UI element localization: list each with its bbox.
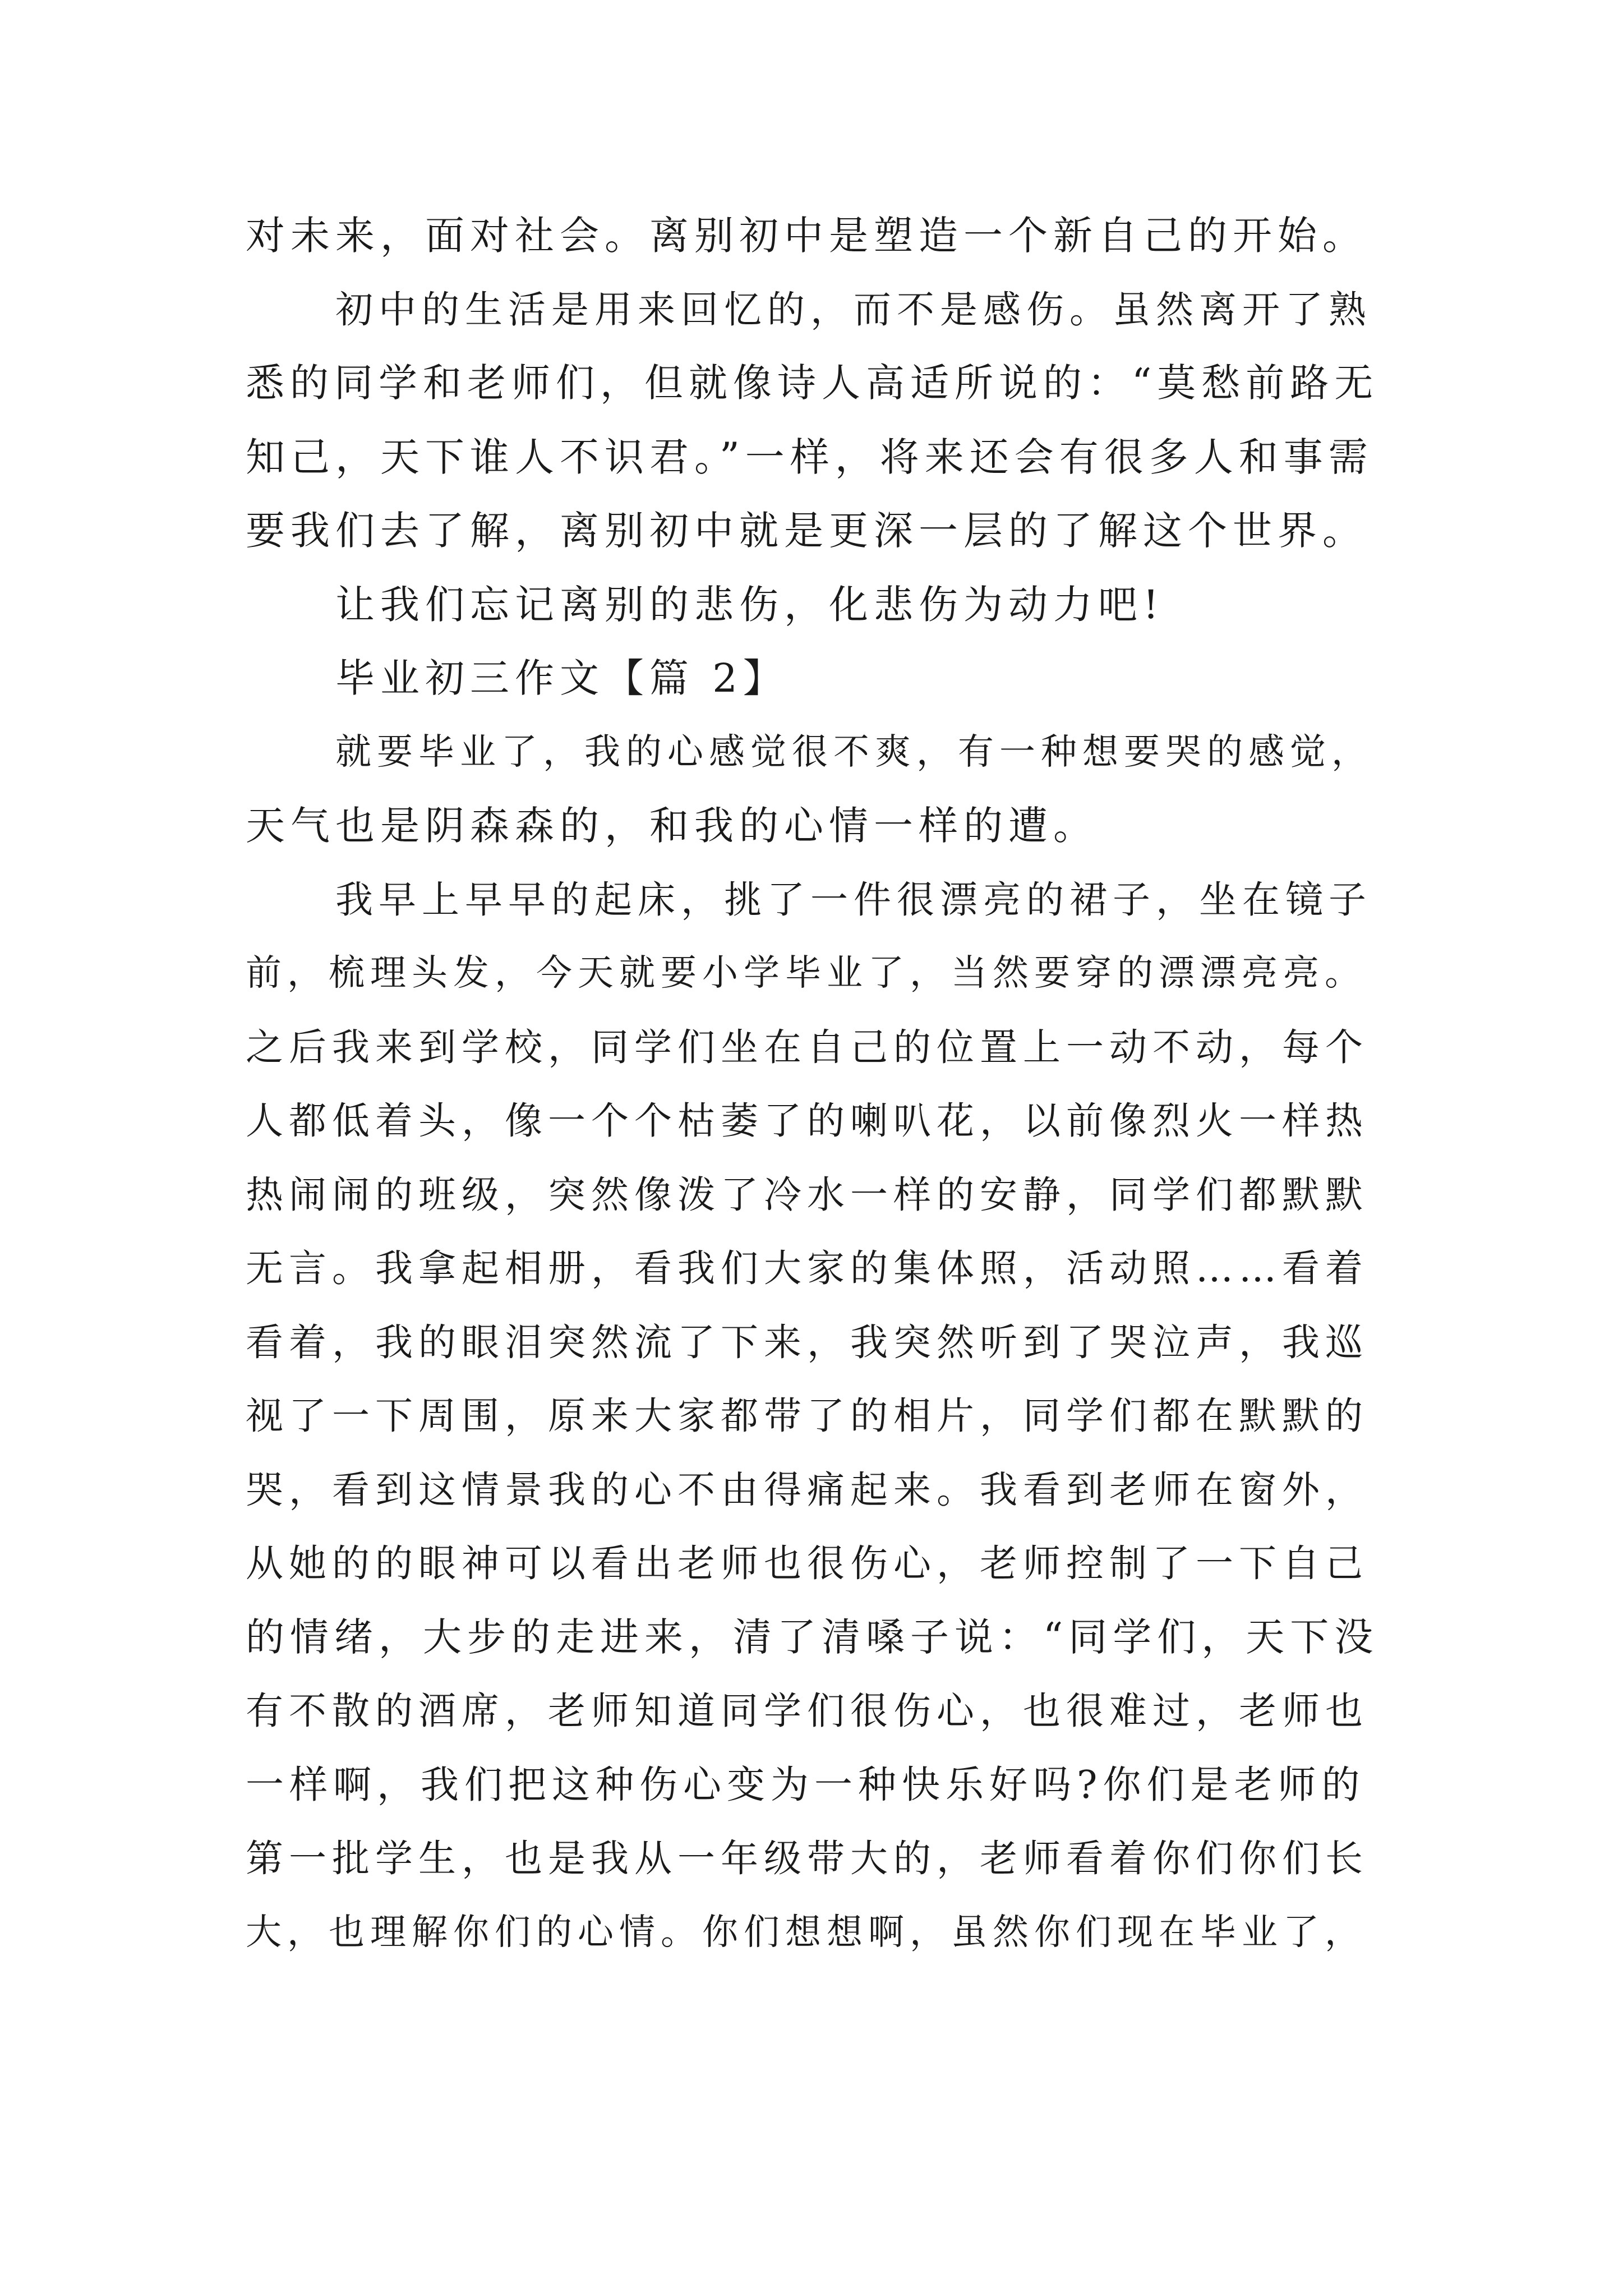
text-line: 对未来，面对社会。离别初中是塑造一个新自己的开始。 bbox=[246, 213, 1367, 259]
text-line: 有不散的酒席，老师知道同学们很伤心，也很难过，老师也 bbox=[246, 1689, 1368, 1733]
text-line: 哭，看到这情景我的心不由得痛起来。我看到老师在窗外， bbox=[246, 1467, 1368, 1512]
essay-body bbox=[246, 199, 1378, 1970]
text-line: 人都低着头，像一个个枯萎了的喇叭花，以前像烈火一样热 bbox=[246, 1099, 1368, 1143]
text-line: 视了一下周围，原来大家都带了的相片，同学们都在默默的 bbox=[246, 1394, 1368, 1438]
text-line: 从她的的眼神可以看出老师也很伤心，老师控制了一下自己 bbox=[246, 1542, 1368, 1585]
text-line: 之后我来到学校，同学们坐在自己的位置上一动不动，每个 bbox=[246, 1025, 1368, 1069]
text-line: 前，梳理头发，今天就要小学毕业了，当然要穿的漂漂亮亮。 bbox=[246, 953, 1366, 994]
text-line: 大，也理解你们的心情。你们想想啊，虽然你们现在毕业了， bbox=[246, 1911, 1366, 1953]
text-line: 第一批学生，也是我从一年级带大的，老师看着你们你们长 bbox=[246, 1837, 1368, 1880]
text-line: 要我们去了解，离别初中就是更深一层的了解这个世界。 bbox=[246, 508, 1367, 554]
text-line: 知己，天下谁人不识君。”一样，将来还会有很多人和事需 bbox=[246, 434, 1373, 480]
text-line: 的情绪，大步的走进来，清了清嗓子说：“同学们，天下没 bbox=[246, 1614, 1379, 1660]
text-line: 看着，我的眼泪突然流了下来，我突然听到了哭泣声，我巡 bbox=[246, 1320, 1368, 1364]
text-line: 热闹闹的班级，突然像泼了冷水一样的安静，同学们都默默 bbox=[246, 1172, 1368, 1217]
text-line: 悉的同学和老师们，但就像诗人高适所说的：“莫愁前路无 bbox=[246, 361, 1379, 406]
text-line: 我早上早早的起床，挑了一件很漂亮的裙子，坐在镜子 bbox=[335, 877, 1372, 922]
text-line: 天气也是阴森森的，和我的心情一样的遭。 bbox=[246, 803, 1098, 849]
text-line: 一样啊，我们把这种伤心变为一种快乐好吗?你们是老师的 bbox=[246, 1763, 1366, 1807]
text-line: 初中的生活是用来回忆的，而不是感伤。虽然离开了熟 bbox=[335, 287, 1372, 332]
section-heading: 毕业初三作文【篇 2】 bbox=[335, 655, 788, 701]
text-line: 无言。我拿起相册，看我们大家的集体照，活动照……看着 bbox=[246, 1246, 1368, 1290]
text-line: 就要毕业了，我的心感觉很不爽，有一种想要哭的感觉， bbox=[335, 731, 1373, 773]
text-line: 让我们忘记离别的悲伤，化悲伤为动力吧! bbox=[335, 581, 1165, 628]
